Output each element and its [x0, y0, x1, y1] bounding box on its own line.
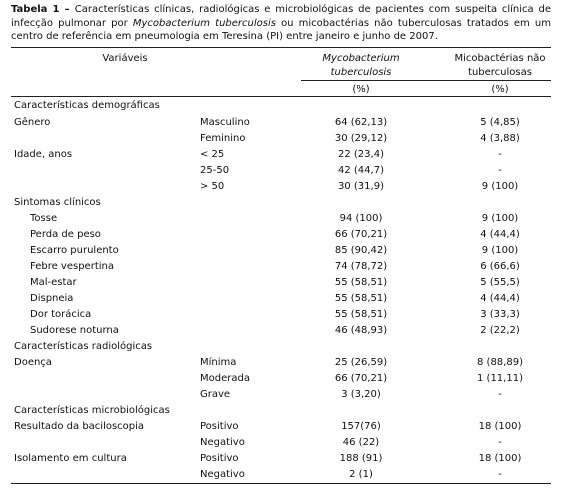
row-sublabel: Grave	[200, 389, 231, 400]
row-value-mnt: 4 (3,88)	[480, 133, 520, 144]
row-value-mnt: -	[498, 149, 502, 160]
header-col2-unit: (%)	[491, 84, 509, 95]
row-value-mnt: -	[498, 469, 502, 480]
row-sublabel: < 25	[200, 149, 225, 160]
row-sublabel: Mínima	[200, 357, 237, 368]
top-rule	[11, 47, 551, 48]
row-value-mtb: 66 (70,21)	[334, 229, 388, 240]
row-sublabel: Feminino	[200, 133, 246, 144]
row-sublabel: Masculino	[200, 117, 250, 128]
row-sublabel: 25-50	[200, 165, 230, 176]
row-value-mtb: 55 (58,51)	[334, 293, 388, 304]
row-value-mnt: 4 (44,4)	[480, 229, 520, 240]
header-col2-line1: Micobactérias não	[454, 53, 546, 64]
table-caption-italic: Mycobacterium tuberculosis	[132, 17, 276, 29]
row-value-mnt: 9 (100)	[481, 181, 519, 192]
row-label: Isolamento em cultura	[14, 453, 127, 464]
row-label: Dispneia	[30, 293, 74, 304]
row-value-mnt: -	[498, 165, 502, 176]
row-value-mtb: 46 (48,93)	[334, 325, 388, 336]
row-value-mtb: 3 (3,20)	[341, 389, 381, 400]
header-mid-rule	[301, 80, 551, 81]
row-value-mtb: 188 (91)	[339, 453, 383, 464]
header-variables: Variáveis	[102, 53, 148, 64]
row-value-mnt: -	[498, 437, 502, 448]
row-value-mtb: 94 (100)	[339, 213, 383, 224]
row-value-mnt: 5 (55,5)	[480, 277, 520, 288]
row-value-mnt: 3 (33,3)	[480, 309, 520, 320]
row-value-mtb: 55 (58,51)	[334, 309, 388, 320]
header-col1-unit: (%)	[352, 84, 370, 95]
row-value-mnt: 2 (22,2)	[480, 325, 520, 336]
row-sublabel: Positivo	[200, 453, 239, 464]
row-sublabel: Moderada	[200, 373, 250, 384]
row-value-mtb: 66 (70,21)	[334, 373, 388, 384]
section-microbiological: Características microbiológicas	[14, 405, 170, 416]
header-col2-line2: tuberculosas	[468, 67, 532, 78]
row-value-mnt: 4 (44,4)	[480, 293, 520, 304]
section-symptoms: Sintomas clínicos	[14, 197, 101, 208]
row-label: Febre vespertina	[30, 261, 114, 272]
row-label: Doença	[14, 357, 52, 368]
row-label: Sudorese noturna	[30, 325, 119, 336]
row-label: Dor torácica	[30, 309, 92, 320]
row-value-mtb: 30 (31,9)	[338, 181, 384, 192]
row-label: Mal-estar	[30, 277, 77, 288]
bottom-rule	[11, 483, 551, 484]
row-sublabel: Negativo	[200, 469, 245, 480]
row-value-mnt: 8 (88,89)	[477, 357, 523, 368]
section-demographic: Características demográficas	[14, 100, 160, 111]
row-value-mtb: 46 (22)	[342, 437, 380, 448]
row-value-mnt: 9 (100)	[481, 213, 519, 224]
row-value-mnt: 6 (66,6)	[480, 261, 520, 272]
row-value-mtb: 74 (78,72)	[334, 261, 388, 272]
row-value-mnt: -	[498, 389, 502, 400]
row-sublabel: > 50	[200, 181, 225, 192]
row-label: Tosse	[30, 213, 58, 224]
header-col1-line2: tuberculosis	[330, 67, 392, 78]
table-caption-text-1: Características clínicas, radiológicas e microbiológicas de pacientes com suspeita clínica de infecção pulmonar por	[11, 4, 551, 29]
row-label: Resultado da baciloscopia	[14, 421, 145, 432]
section-radiological: Características radiológicas	[14, 341, 153, 352]
table-caption	[11, 3, 551, 44]
row-value-mnt: 18 (100)	[478, 453, 522, 464]
row-value-mtb: 22 (23,4)	[338, 149, 384, 160]
row-label: Perda de peso	[30, 229, 101, 240]
row-value-mtb: 64 (62,13)	[334, 117, 388, 128]
row-value-mtb: 25 (26,59)	[334, 357, 388, 368]
row-value-mtb: 157(76)	[341, 421, 381, 432]
row-value-mtb: 2 (1)	[349, 469, 373, 480]
row-value-mtb: 55 (58,51)	[334, 277, 388, 288]
row-label: Idade, anos	[14, 149, 73, 160]
table-caption-text-2: ou micobactérias não tuberculosas tratados em um centro de referência em pneumologia em Teresina (PI) entre janeiro e junho de 2007.	[11, 17, 551, 42]
header-col1-line1: Mycobacterium	[322, 53, 400, 64]
row-value-mtb: 85 (90,42)	[334, 245, 388, 256]
row-label: Gênero	[14, 117, 51, 128]
row-value-mnt: 1 (11,11)	[477, 373, 523, 384]
row-value-mnt: 5 (4,85)	[480, 117, 520, 128]
table-caption-label: Tabela 1 –	[11, 4, 75, 15]
row-value-mtb: 42 (44,7)	[338, 165, 384, 176]
row-value-mnt: 18 (100)	[478, 421, 522, 432]
row-label: Escarro purulento	[30, 245, 119, 256]
row-sublabel: Positivo	[200, 421, 239, 432]
row-sublabel: Negativo	[200, 437, 245, 448]
header-bottom-rule	[11, 96, 551, 97]
row-value-mtb: 30 (29,12)	[334, 133, 388, 144]
row-value-mnt: 9 (100)	[481, 245, 519, 256]
